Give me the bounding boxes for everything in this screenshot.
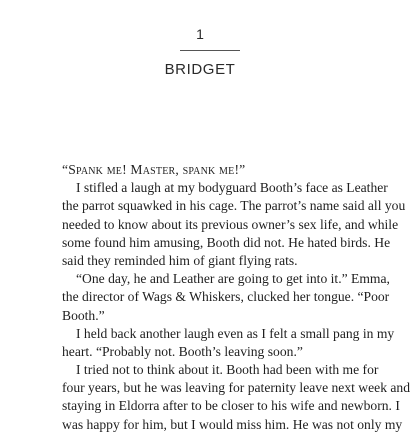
text-line: the parrot squawked in his cage. The parrot’s name said all you <box>62 198 406 214</box>
text-line: said they reminded him of giant flying rats. <box>62 252 298 268</box>
text-line: I held back another laugh even as I felt a small pang in my <box>76 325 395 341</box>
text-line: Booth.” <box>62 307 105 323</box>
text-line: needed to know about its previous owner’s sex life, and while <box>62 216 399 232</box>
text-line: I tried not to think about it. Booth had been with me for <box>76 362 379 378</box>
text-line: some found him amusing, Booth did not. He hated birds. He <box>62 234 391 250</box>
text-line: was happy for him, but I would miss him. He was not only my <box>62 416 403 432</box>
text-line: the director of Wags & Whiskers, clucked her tongue. “Poor <box>62 289 390 305</box>
text-line: “One day, he and Leather are going to get into it.” Emma, <box>76 271 390 287</box>
text-line: staying in Eldorra after to be closer to his wife and newborn. I <box>62 398 400 414</box>
text-line: heart. “Probably not. Booth’s leaving soon.” <box>62 343 303 359</box>
text-line: four years, but he was leaving for paternity leave next week and <box>62 380 410 396</box>
chapter-title: BRIDGET <box>164 61 236 78</box>
chapter-body <box>62 161 410 434</box>
chapter-divider <box>180 50 240 51</box>
text-line: “Spank me! Master, spank me!” <box>62 162 246 177</box>
chapter-number: 1 <box>196 26 204 42</box>
text-line: I stifled a laugh at my bodyguard Booth’s face as Leather <box>76 180 388 196</box>
